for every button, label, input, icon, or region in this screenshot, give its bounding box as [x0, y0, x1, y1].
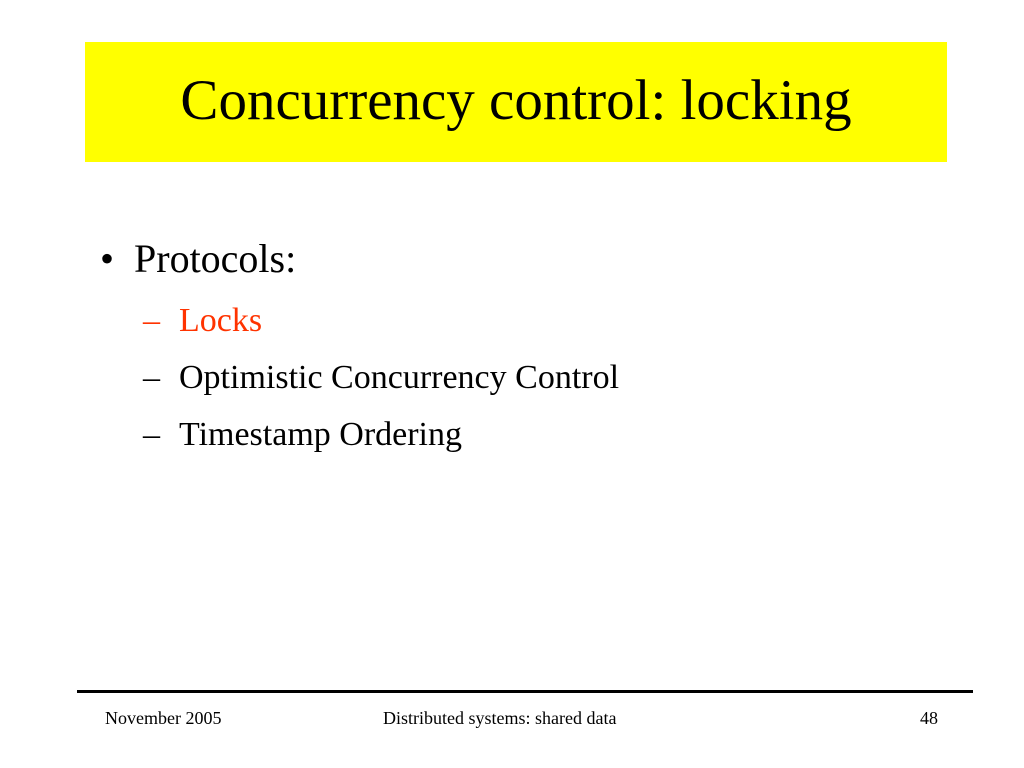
title-banner: [85, 42, 947, 162]
footer-date: November 2005: [105, 708, 222, 728]
sub-bullet-marker: –: [143, 416, 160, 453]
slide-title: Concurrency control: locking: [180, 68, 852, 132]
footer-subject: Distributed systems: shared data: [383, 708, 617, 728]
bullet-text: Protocols:: [134, 236, 297, 281]
sub-bullet-text: Locks: [179, 302, 263, 339]
footer-page-number: 48: [920, 708, 938, 728]
footer: [0, 708, 1024, 732]
sub-bullet-marker: –: [143, 302, 160, 339]
bullet-item-protocols: [100, 236, 296, 282]
sub-bullet-item-timestamp: [143, 416, 619, 473]
sub-bullet-marker: –: [143, 359, 160, 396]
bullet-marker: •: [100, 236, 115, 281]
footer-divider: [77, 690, 973, 693]
sub-bullet-item-optimistic: [143, 359, 619, 416]
sub-bullet-item-locks: [143, 302, 619, 359]
sub-bullet-text: Timestamp Ordering: [179, 416, 463, 453]
sub-bullet-list: [143, 302, 619, 473]
sub-bullet-text: Optimistic Concurrency Control: [179, 359, 620, 396]
